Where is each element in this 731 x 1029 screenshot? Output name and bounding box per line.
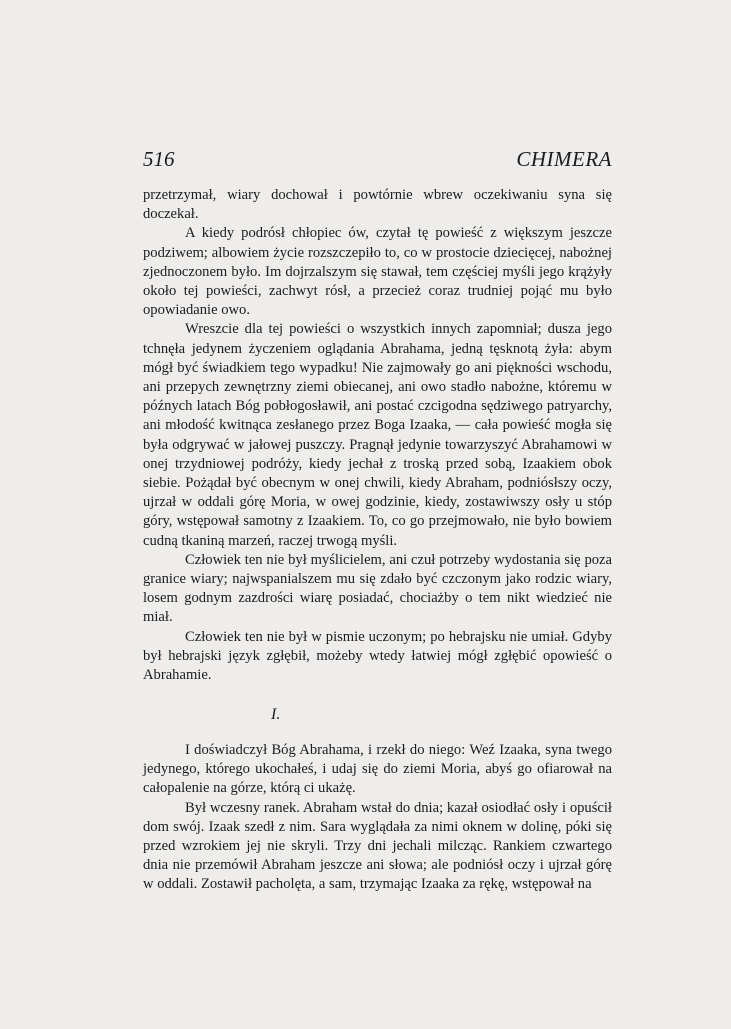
- running-title: CHIMERA: [516, 147, 612, 171]
- paragraph: Był wczesny ranek. Abraham wstał do dnia; kazał osiodłać osły i opuścił dom swój. Izaak szedł z nim. Sara wyglądała za nimi oknem w dolinę, póki się przed wzrokiem jej nie skryli. Trzy dni jechali milcząc. Rankiem czwartego dnia nie przemówił Abraham jeszcze ani słowa; ale podniósł oczy i ujrzał górę w oddali. Zostawił pacholęta, a sam, trzymając Izaaka za rękę, wstępował na: [143, 799, 612, 893]
- paragraph: Człowiek ten nie był myślicielem, ani czuł potrzeby wydostania się poza granice wiary; najwspanialszem mu się zdało być czczonym jako rodzic wiary, losem godnym zazdrości wiarę posiadać, chociażby o tem nikt wiedzieć nie miał.: [143, 551, 612, 626]
- paragraph: przetrzymał, wiary dochował i powtórnie wbrew oczekiwaniu syna się doczekał.: [143, 187, 612, 223]
- paragraph: Wreszcie dla tej powieści o wszystkich innych zapomniał; dusza jego tchnęła jedynem życzeniem oglądania Abrahama, jedną tęsknotą żyła: abym mógł być świadkiem tego wypadku! Nie zajmowały go ani piękności wschodu, ani przepych zewnętrzny ziemi obiecanej, ani owo stadło nabożne, któremu w późnych latach Bóg pobłogosławił, ani postać czcigodna sędziwego patryarchy, ani młodość kwitnąca zesłanego przez Boga Izaaka, — cała powieść mogła się była odgrywać w jałowej puszczy. Pragnął jedynie towarzyszyć Abrahamowi w onej trzydniowej podróży, kiedy jechał z troską przed sobą, Izaakiem obok siebie. Pożądał być obecnym w onej chwili, kiedy Abraham, podniósłszy oczy, ujrzał w oddali górę Moria, w owej godzinie, kiedy, zostawiwszy osły u stóp góry, wstępował samotny z Izaakiem. To, co go przejmowało, nie było bowiem cudną tkaniną marzeń, raczej trwogą myśli.: [143, 321, 612, 549]
- section-number: I.: [271, 706, 281, 723]
- page-header: [143, 143, 612, 175]
- paragraph: A kiedy podrósł chłopiec ów, czytał tę powieść z większym jeszcze podziwem; albowiem życie rozszczepiło to, co w prostocie dziecięcej, nabożnej zjednoczonem było. Im dojrzalszym się stawał, tem częściej myśli jego krążyły około tej powieści, zachwyt rósł, a przecież coraz trudniej pojąć mu było opowiadanie owo.: [143, 225, 612, 319]
- paragraph: I doświadczył Bóg Abrahama, i rzekł do niego: Weź Izaaka, syna twego jedynego, którego ukochałeś, i udaj się do ziemi Moria, abyś go ofiarował na całopalenie na górze, którą ci ukażę.: [143, 742, 612, 797]
- paragraph: Człowiek ten nie był w pismie uczonym; po hebrajsku nie umiał. Gdyby był hebrajski język zgłębił, możeby wtedy łatwiej mógł zgłębić opowieść o Abrahamie.: [143, 628, 612, 684]
- page-number: 516: [143, 147, 175, 171]
- section-text: [143, 741, 612, 895]
- body-text: [143, 186, 612, 685]
